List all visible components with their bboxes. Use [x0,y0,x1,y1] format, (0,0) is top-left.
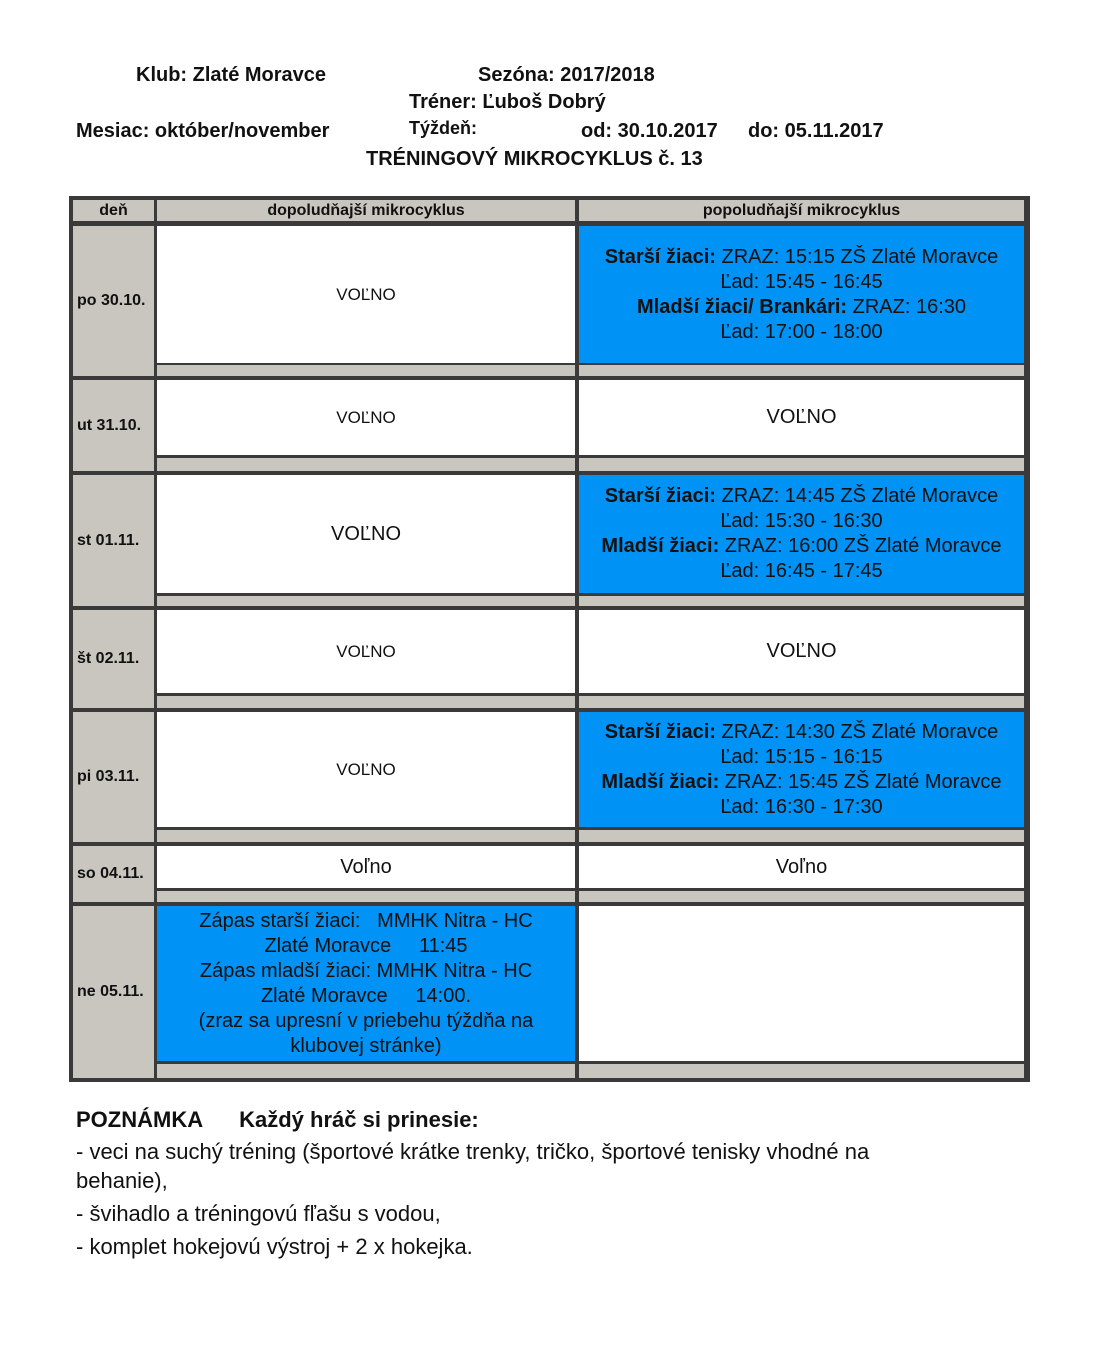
column-header-morning: dopoludňajší mikrocyklus [157,200,575,221]
week-label: Týždeň: [409,118,478,138]
entry-line: Ľad: 15:45 - 16:45 [720,270,883,293]
group-label: Mladší žiaci: [601,770,720,793]
season: Sezóna: 2017/2018 [478,64,655,86]
row-separator [157,1064,575,1078]
match-line: Zlaté Moravce 11:45 [264,934,468,957]
match-line: Zápas mladší žiaci: MMHK Nitra - HC [199,959,533,982]
entry-line: Ľad: 17:00 - 18:00 [720,320,883,343]
match-line: klubovej stránke) [290,1034,442,1057]
entry-line: ZRAZ: 14:45 ZŠ Zlaté Moravce [715,485,999,507]
column-header-day: deň [73,200,154,221]
entry-line: ZRAZ: 15:45 ZŠ Zlaté Moravce [719,770,1002,793]
note-subtitle: Každý hráč si prinesie: [239,1107,479,1132]
morning-match-cell [157,906,575,1061]
note-title: POZNÁMKA [76,1107,204,1132]
note-heading [76,1105,1036,1134]
afternoon-training-cell [579,712,1024,827]
day-cell: st 01.11. [73,475,154,606]
row-separator [157,891,575,902]
date-from: od: 30.10.2017 [581,120,718,142]
afternoon-cell: VOĽNO [579,610,1024,693]
group-label: Mladší žiaci: [601,535,720,557]
row-separator [157,596,575,606]
group-label: Mladší žiaci/ Brankári: [636,295,848,318]
schedule-table [69,196,1030,1082]
row-separator [157,696,575,708]
note-line: behanie), [76,1168,168,1193]
entry-line: ZRAZ: 16:00 ZŠ Zlaté Moravce [719,535,1002,557]
row-separator [157,458,575,471]
afternoon-training-cell [579,475,1024,593]
entry-line: ZRAZ: 15:15 ZŠ Zlaté Moravce [715,245,999,268]
afternoon-cell: Voľno [579,846,1024,888]
afternoon-cell: VOĽNO [579,380,1024,455]
day-cell: ut 31.10. [73,380,154,471]
day-cell: so 04.11. [73,846,154,902]
row-separator [579,830,1024,842]
club-name: Klub: Zlaté Moravce [136,64,327,86]
morning-cell: VOĽNO [157,380,575,455]
group-label: Starší žiaci: [604,720,716,743]
afternoon-training-cell [579,226,1024,363]
day-cell: po 30.10. [73,226,154,376]
entry-line: ZRAZ: 14:30 ZŠ Zlaté Moravce [715,720,999,743]
day-cell: št 02.11. [73,610,154,708]
match-line: Zlaté Moravce 14:00. [260,984,472,1007]
row-separator [579,1064,1024,1078]
row-separator [157,830,575,842]
morning-cell: VOĽNO [157,475,575,593]
note-line: - švihadlo a tréningovú fľašu s vodou, [76,1201,441,1226]
row-separator [579,596,1024,606]
entry-line: Ľad: 16:30 - 17:30 [720,795,883,818]
note-line: - komplet hokejovú výstroj + 2 x hokejka. [76,1234,473,1259]
entry-line: Ľad: 16:45 - 17:45 [720,560,883,582]
day-cell: ne 05.11. [73,906,154,1078]
row-separator [157,365,575,376]
morning-cell: Voľno [157,846,575,888]
group-label: Starší žiaci: [604,485,716,507]
morning-cell: VOĽNO [157,610,575,693]
column-header-afternoon: popoludňajší mikrocyklus [579,200,1024,221]
date-to: do: 05.11.2017 [748,120,884,142]
afternoon-cell [579,906,1024,1061]
match-line: (zraz sa upresní v priebehu týždňa na [198,1009,534,1032]
match-line: Zápas starší žiaci: MMHK Nitra - HC [199,909,533,932]
coach-name: Tréner: Ľuboš Dobrý [409,91,606,113]
row-separator [579,696,1024,708]
row-separator [579,891,1024,902]
morning-cell: VOĽNO [157,712,575,827]
morning-cell: VOĽNO [157,226,575,363]
note-line: - veci na suchý tréning (športové krátke trenky, tričko, športové tenisky vhodné na [76,1139,870,1164]
entry-line: ZRAZ: 16:30 [847,295,966,318]
page-title: TRÉNINGOVÝ MIKROCYKLUS č. 13 [366,148,703,170]
month: Mesiac: október/november [76,120,330,142]
entry-line: Ľad: 15:30 - 16:30 [720,510,883,532]
entry-line: Ľad: 15:15 - 16:15 [720,745,883,768]
row-separator [579,458,1024,471]
group-label: Starší žiaci: [604,245,716,268]
row-separator [579,365,1024,376]
day-cell: pi 03.11. [73,712,154,842]
